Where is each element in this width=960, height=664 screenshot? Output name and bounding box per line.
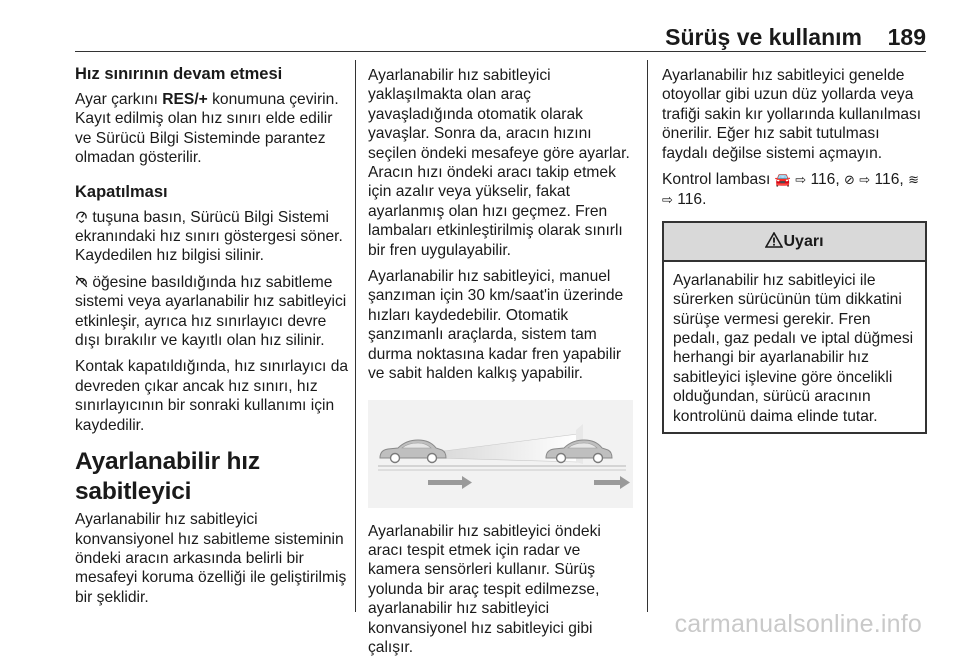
adaptive-cruise-icon: ⊘	[844, 173, 855, 189]
paragraph: Ayarlanabilir hız sabitleyici öndeki aracı tespit etmek için radar ve kamera sensörleri kullanır. Sürüş yolunda bir araç tespit edilmezse, ayarlanabilir hız sabitleyici konvansiyonel hız sabitleyici gibi çalışır.	[368, 522, 601, 656]
paragraph: Kontak kapatıldığında, hız sınırlayıcı da devreden çıkar ancak hız sınırı, hız sınırlayıcının bir sonraki kullanımı için kaydedilir.	[75, 358, 349, 434]
acc-illustration	[368, 400, 633, 508]
column-2	[368, 57, 633, 664]
column-divider	[355, 60, 356, 612]
page-header-title: Sürüş ve kullanım	[665, 24, 862, 50]
speed-limiter-icon	[75, 209, 88, 223]
warning-body	[664, 262, 925, 432]
warning-header	[664, 223, 925, 262]
section-heading-acc: Ayarlanabilir hız sabitleyici	[75, 448, 260, 506]
radar-sensor-icon: ≋	[908, 173, 919, 189]
paragraph: tuşuna basın, Sürücü Bilgi Sistemi ekranındaki hız sınırı göstergesi söner. Kaydedilen hız bilgisi silinir.	[75, 208, 343, 265]
column-1	[75, 57, 350, 614]
adaptive-cruise-icon	[75, 275, 88, 288]
reference-arrow-icon: ⇨	[662, 193, 673, 209]
paragraph: Kontrol lambası 🚘 ⇨ 116, ⊘ ⇨ 116, ≋ ⇨ 116.	[662, 171, 919, 209]
rear-car-icon	[380, 440, 446, 463]
paragraph: Ayar çarkını RES/+ konumuna çevirin. Kayıt edilmiş olan hız sınırı elde edilir ve Sürücü Bilgi Sisteminde parantez olmadan gösterilir.	[75, 91, 339, 167]
vehicle-ahead-icon: 🚘	[774, 173, 791, 189]
paragraph: öğesine basıldığında hız sabitleme sistemi veya ayarlanabilir hız sabitleyici etkinleşir, ayrıca hız sınırlayıcı devre dışı bırakılır ve kayıtlı olan hız silinir.	[75, 273, 347, 350]
page-reference[interactable]: 116	[677, 191, 703, 209]
watermark: carmanualsonline.info	[674, 610, 922, 638]
column-divider	[647, 60, 648, 612]
header-rule	[75, 51, 926, 52]
arrow-right-icon	[594, 476, 630, 489]
reference-arrow-icon: ⇨	[795, 173, 807, 189]
warning-title: Uyarı	[783, 232, 824, 250]
paragraph: Ayarlanabilir hız sabitleyici genelde otoyollar gibi uzun düz yollarda veya trafiği sakin kır yollarında kullanılması önerilir. Eğer hız sabit tutulması faydalı değilse sistemi açmayın.	[662, 67, 922, 162]
section-heading-off: Kapatılması	[75, 182, 168, 201]
reference-arrow-icon: ⇨	[859, 173, 871, 189]
paragraph: Ayarlanabilir hız sabitleyici, manuel şanzıman için 30 km/saat'in üzerinde hızları kaydedebilir. Otomatik şanzımanlı araçlarda, sistem tam durma noktasına kadar fren yapabilir ve sabit halden kalkış yapabilir.	[368, 268, 624, 383]
column-3	[662, 57, 927, 434]
paragraph: Ayarlanabilir hız sabitleyici yaklaşılmakta olan araç yavaşladığında otomatik olarak yavaşlar. Sonra da, aracın hızını seçilen öndeki mesafeye göre ayarlar. Aracın hızı öndeki aracı takip etmek için azalır veya yükselir, fakat ayarlanmış olan hızı geçmez. Fren lambaları etkinleştirilmiş olarak sınırlı bir fren uygulayabilir.	[368, 67, 630, 259]
section-heading-resume: Hız sınırının devam etmesi	[75, 65, 283, 83]
warning-text: Ayarlanabilir hız sabitleyici ile sürerken sürücünün tüm dikkatini sürüşe vermesi gerekir. Fren pedalı, gaz pedalı ve iptal düğmesi herhangi bir ayarlanabilir hız sabitleyici işlevine göre öncelikli olduğundan, sürücü aracının kontrolünü daima elinde tutar.	[673, 271, 914, 425]
warning-box	[662, 221, 927, 434]
arrow-right-icon	[428, 476, 472, 489]
page-number: 189	[887, 24, 926, 50]
res-plus-label: RES/+	[162, 91, 208, 108]
page-reference[interactable]: 116	[874, 171, 900, 189]
acc-diagram	[368, 400, 633, 508]
paragraph: Ayarlanabilir hız sabitleyici konvansiyonel hız sabitleme sisteminin öndeki aracın arkasında belirli bir mesafeyi koruma özelliği ile geliştirilmiş bir şeklidir.	[75, 511, 347, 606]
page-reference[interactable]: 116	[810, 171, 836, 189]
warning-triangle-icon	[765, 232, 783, 248]
